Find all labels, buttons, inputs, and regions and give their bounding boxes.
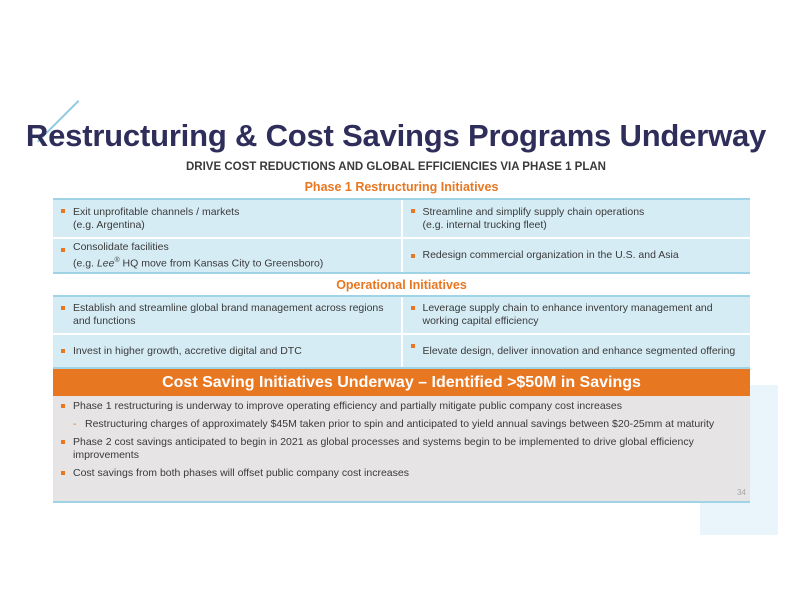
registered-mark: ® [114, 256, 120, 264]
brand-name: Lee [96, 257, 115, 270]
cost-saving-subitem [61, 418, 742, 431]
cost-saving-item [61, 400, 742, 413]
phase1-row [53, 237, 750, 272]
bullet-icon [61, 244, 73, 252]
bullet-icon [61, 467, 73, 475]
page-title: Restructuring & Cost Savings Programs Underway [25, 118, 767, 153]
operational-row [53, 297, 750, 333]
bullet-icon [61, 400, 73, 408]
operational-row [53, 333, 750, 367]
cell-line: (e.g. Argentina) [73, 218, 145, 231]
item-text: Restructuring charges of approximately $45M taken prior to spin and anticipated to yield annual savings between $20-25mm at maturity [85, 418, 715, 430]
page-subtitle: DRIVE COST REDUCTIONS AND GLOBAL EFFICIENCIES VIA PHASE 1 PLAN [185, 161, 606, 173]
item-text: Cost savings from both phases will offset public company cost increases [73, 467, 409, 479]
cost-saving-item [61, 436, 742, 462]
cell-line: Streamline and simplify supply chain operations [422, 205, 645, 218]
phase1-grid [53, 198, 750, 274]
operational-cell [53, 335, 401, 367]
cost-saving-box [53, 396, 750, 503]
bullet-icon [411, 254, 423, 258]
item-text: Phase 2 cost savings anticipated to begin in 2021 as global processes and systems begin to be implemented to drive global efficiency improvements [73, 436, 694, 461]
bullet-icon [411, 302, 423, 310]
phase1-row [53, 200, 750, 237]
page-number: 34 [737, 488, 746, 497]
phase1-cell [53, 200, 401, 237]
cell-text [73, 241, 323, 271]
cell-text: Elevate design, deliver innovation and enhance segmented offering [422, 344, 736, 357]
phase1-cell [401, 200, 751, 237]
phase1-cell [401, 239, 751, 272]
cell-line: Exit unprofitable channels / markets [73, 205, 240, 218]
cell-line: Consolidate facilities [73, 240, 169, 253]
operational-grid [53, 295, 750, 369]
cell-text: Redesign commercial organization in the U.S. and Asia [422, 249, 679, 261]
item-text: Phase 1 restructuring is underway to improve operating efficiency and partially mitigate public company cost increases [73, 400, 622, 412]
cell-text [73, 206, 239, 232]
operational-cell [401, 297, 751, 333]
bullet-icon [61, 302, 73, 310]
bullet-icon [61, 205, 73, 213]
bullet-icon [61, 436, 73, 444]
cell-text: Establish and streamline global brand management across regions and functions [73, 302, 384, 327]
bullet-icon [61, 349, 73, 353]
cell-text: Invest in higher growth, accretive digital and DTC [73, 344, 302, 357]
cell-text [423, 206, 645, 232]
cell-text: Leverage supply chain to enhance inventory management and working capital efficiency [422, 302, 713, 327]
operational-heading: Operational Initiatives [336, 278, 467, 292]
phase1-cell [53, 239, 401, 272]
cost-saving-item [61, 467, 742, 480]
phase1-heading: Phase 1 Restructuring Initiatives [304, 180, 499, 194]
dash-icon: - [73, 418, 77, 430]
operational-cell [53, 297, 401, 333]
bullet-icon [411, 340, 423, 348]
cell-line-suffix: HQ move from Kansas City to Greensboro) [119, 257, 324, 270]
operational-cell [401, 335, 751, 367]
cell-line: (e.g. internal trucking fleet) [422, 218, 547, 231]
cell-line-prefix: (e.g. [73, 257, 97, 270]
bullet-icon [411, 205, 423, 213]
cost-saving-banner: Cost Saving Initiatives Underway – Identified >$50M in Savings [53, 369, 750, 396]
